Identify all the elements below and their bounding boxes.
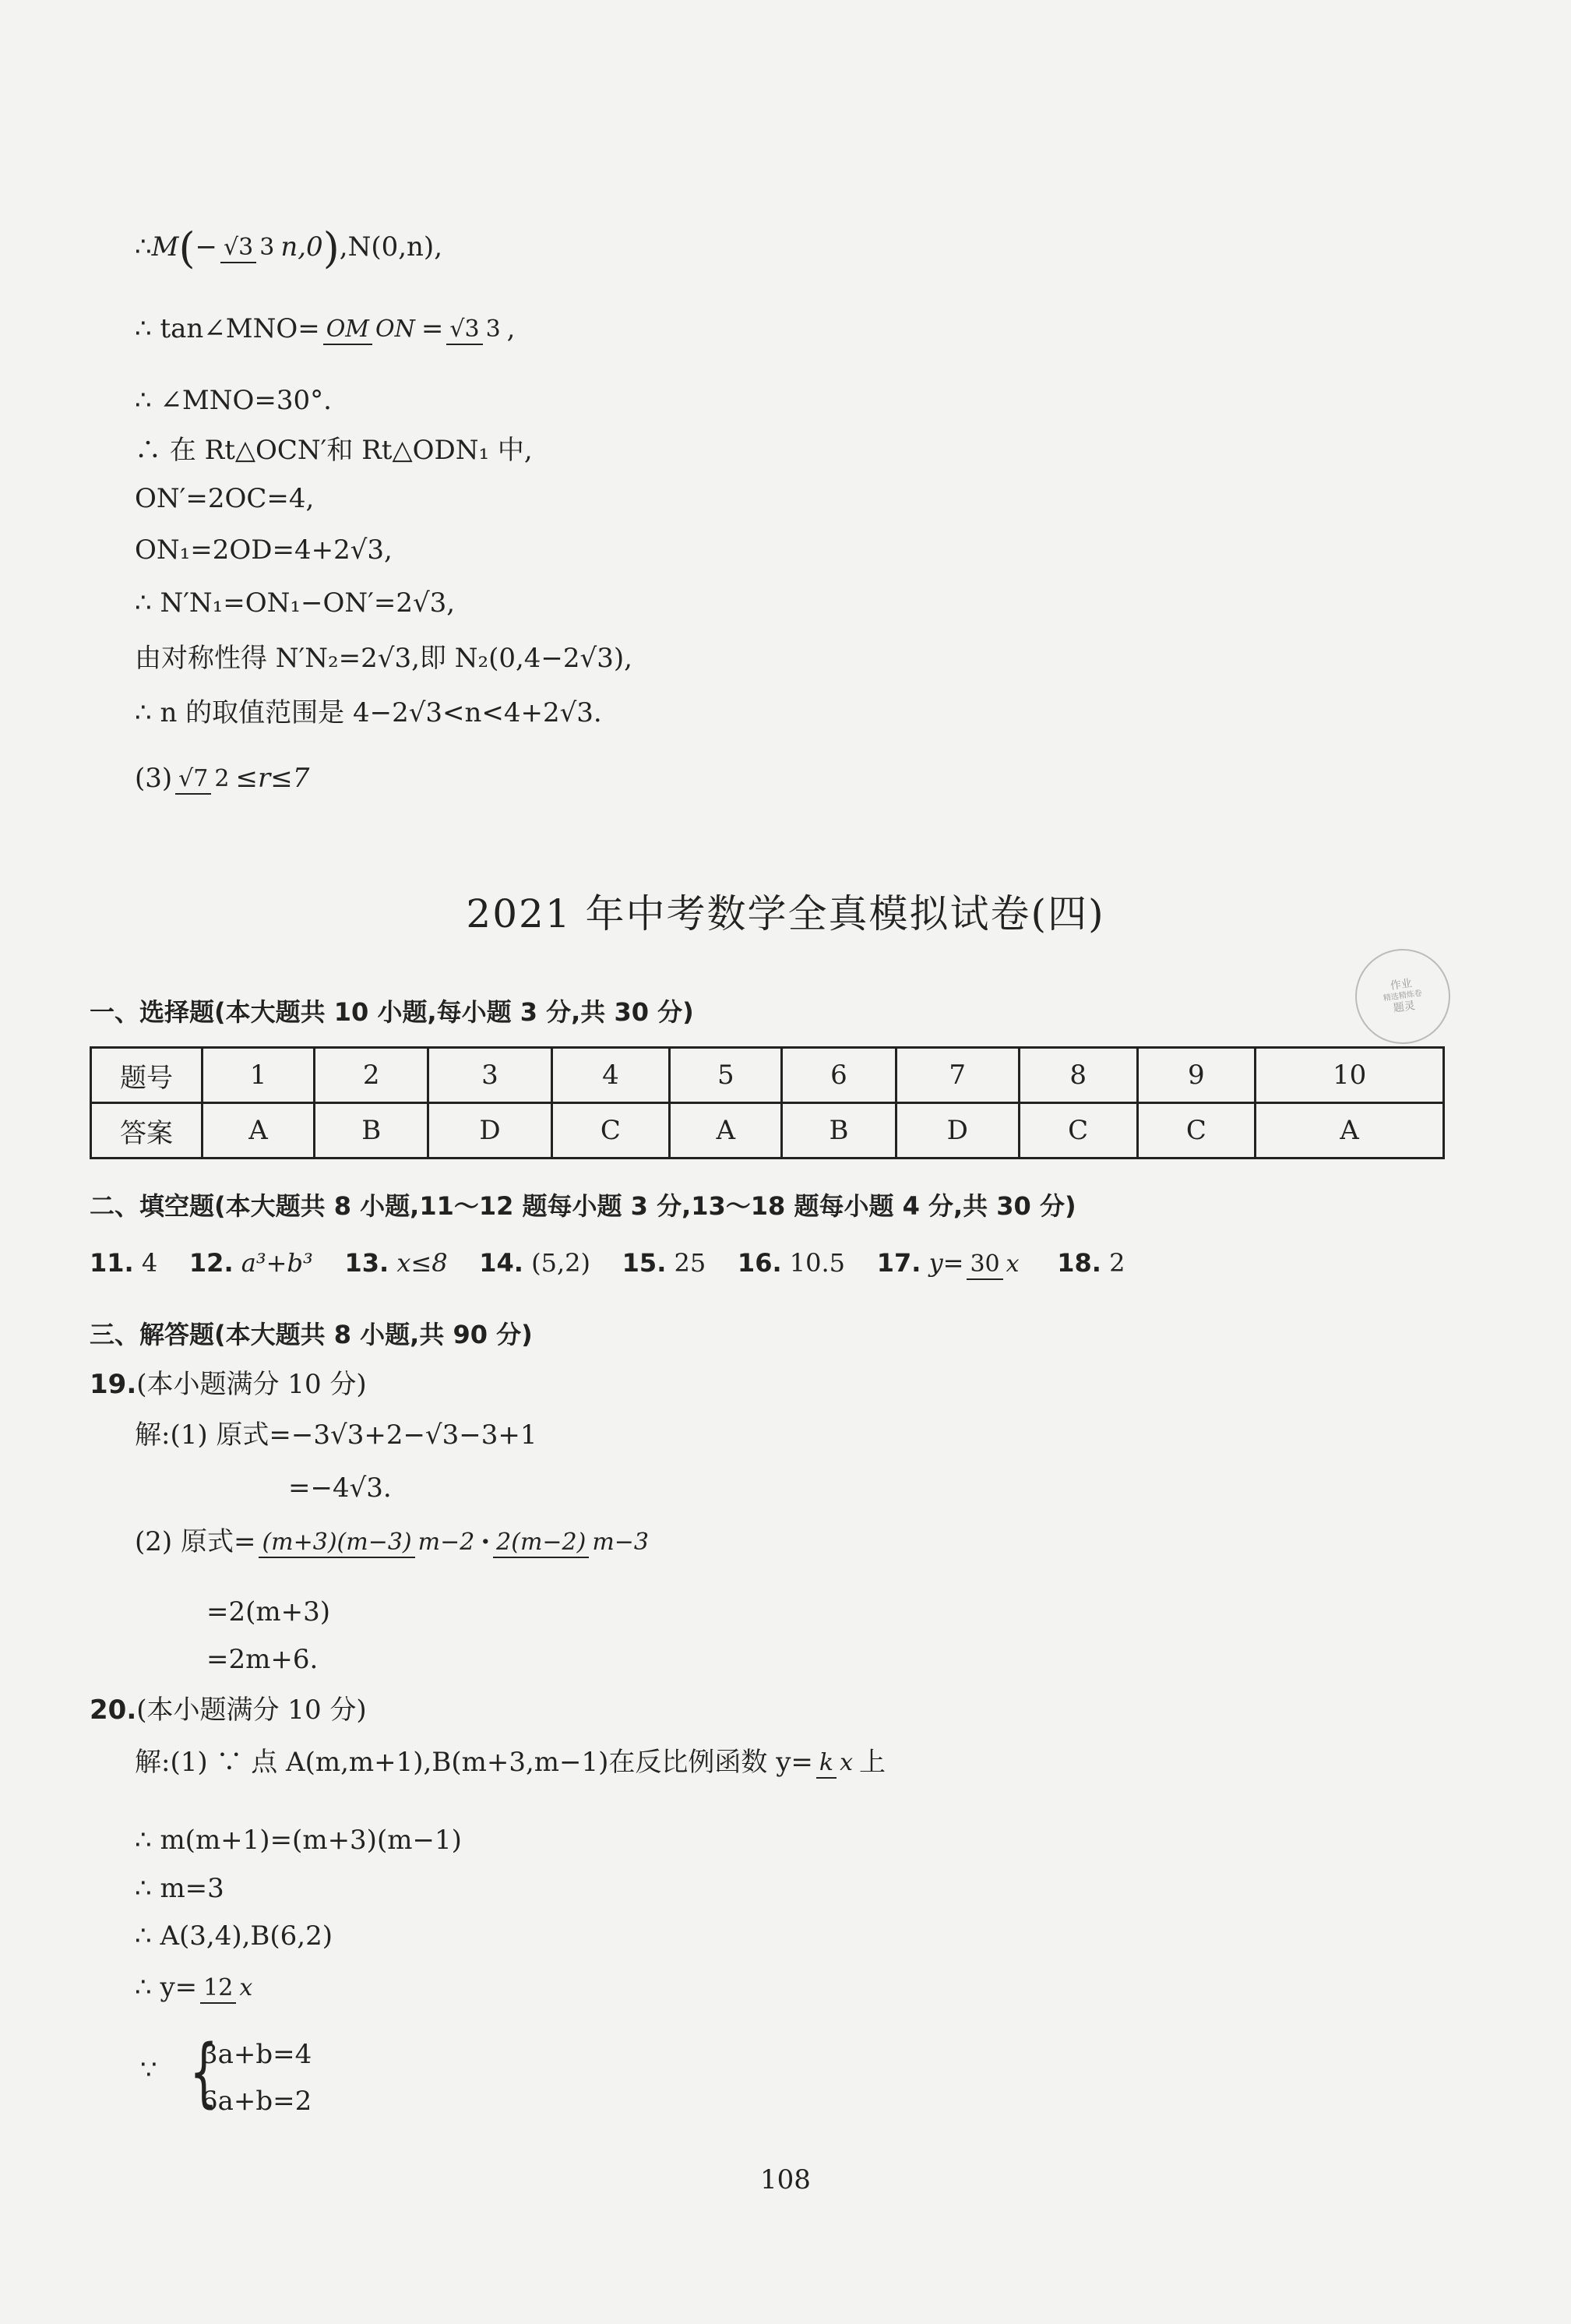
fill-in-answers [90, 1250, 1125, 1280]
q19-number: 19. [90, 1369, 137, 1400]
table-cell: 6 [782, 1048, 896, 1103]
equation-1: 3a+b=4 [201, 2039, 312, 2070]
q20-tail: 上 [859, 1747, 886, 1778]
q19-line-1: 解:(1) 原式=−3√3+2−√3−3+1 [135, 1419, 537, 1451]
table-cell: 题号 [91, 1048, 203, 1103]
fraction-sqrt3-over-3: √3 3 [220, 234, 277, 263]
q17-answer-prefix: y= [928, 1248, 964, 1278]
q12-answer: a³+b³ [241, 1248, 313, 1278]
table-cell: 10 [1256, 1048, 1444, 1103]
equation-2: 6a+b=2 [201, 2086, 312, 2117]
q20-y-prefix: ∴ y= [135, 1972, 198, 2003]
q19-header [90, 1371, 367, 1398]
exam-title: 2021 年中考数学全真模拟试卷(四) [466, 891, 1105, 936]
minus-sign: − [195, 231, 218, 263]
q13-answer: x≤8 [396, 1248, 448, 1278]
solution-line-7: ∴ N′N₁=ON₁−ON′=2√3, [135, 587, 456, 619]
table-cell: 8 [1019, 1048, 1137, 1103]
q20-fraction-12-x: 12 x [200, 1974, 255, 2004]
point-n: ,N(0,n), [339, 231, 442, 263]
system-brace: { [189, 2029, 218, 2116]
q17-fraction: 30 x [967, 1250, 1022, 1280]
section-1-heading: 一、选择题(本大题共 10 小题,每小题 3 分,共 30 分) [90, 997, 694, 1027]
coord-rest: n,0 [280, 231, 323, 263]
q14-label: 14. [479, 1248, 523, 1278]
table-cell: 2 [315, 1048, 428, 1103]
solution-line-10 [135, 765, 309, 795]
solution-line-9: ∴ n 的取值范围是 4−2√3<n<4+2√3. [135, 697, 602, 728]
table-row-answers [91, 1103, 1444, 1158]
q11-answer: 4 [141, 1248, 158, 1278]
q19-part2-prefix: (2) 原式= [135, 1526, 256, 1557]
table-cell: 9 [1137, 1048, 1256, 1103]
therefore-symbol: ∴ [135, 231, 152, 263]
q18-answer: 2 [1109, 1248, 1125, 1278]
section-3-heading: 三、解答题(本大题共 8 小题,共 90 分) [90, 1320, 533, 1349]
fraction-om-on: OM ON [323, 316, 418, 345]
q16-label: 16. [737, 1248, 782, 1278]
q14-answer: (5,2) [531, 1248, 590, 1278]
solution-line-1 [135, 224, 442, 273]
table-cell: C [1137, 1103, 1256, 1158]
solution-line-2 [135, 313, 516, 345]
q20-line-5 [135, 1974, 259, 2004]
q20-header [90, 1695, 367, 1726]
paren-close: ) [322, 224, 340, 273]
paren-open: ( [178, 224, 195, 273]
q15-label: 15. [622, 1248, 667, 1278]
q19-line-5: =2m+6. [206, 1644, 319, 1675]
multiply-dot: · [481, 1526, 491, 1557]
table-cell: 1 [203, 1048, 315, 1103]
table-cell: 5 [670, 1048, 782, 1103]
solution-line-5: ON′=2OC=4, [135, 483, 315, 514]
q20-fraction-k-x: k x [816, 1749, 856, 1779]
page-number: 108 [760, 2164, 811, 2195]
q19-fraction-1: (m+3)(m−3) m−2 [259, 1529, 477, 1558]
q19-line-2: =−4√3. [288, 1472, 392, 1504]
solution-line-8: 由对称性得 N′N₂=2√3,即 N₂(0,4−2√3), [135, 643, 632, 674]
comma: , [506, 313, 516, 344]
fraction-sqrt3-over-3: √3 3 [446, 316, 503, 345]
q12-label: 12. [188, 1248, 234, 1278]
table-cell: D [428, 1103, 551, 1158]
r-range: ≤r≤7 [235, 763, 310, 794]
equals-sign: = [421, 313, 444, 344]
part-3-label: (3) [135, 763, 173, 794]
q19-line-3 [135, 1526, 655, 1558]
because-symbol: ∵ [140, 2054, 157, 2086]
q20-line-4: ∴ A(3,4),B(6,2) [135, 1920, 333, 1952]
q20-line-1 [135, 1749, 886, 1779]
answer-table [90, 1046, 1445, 1159]
section-2-heading: 二、填空题(本大题共 8 小题,11～12 题每小题 3 分,13～18 题每小题 4 分,共 30 分) [90, 1191, 1076, 1221]
table-cell: 7 [896, 1048, 1019, 1103]
table-cell: 答案 [91, 1103, 203, 1158]
q18-label: 18. [1057, 1248, 1101, 1278]
q20-line-2: ∴ m(m+1)=(m+3)(m−1) [135, 1825, 462, 1856]
solution-line-3: ∴ ∠MNO=30°. [135, 385, 332, 416]
solution-line-4: ∴ 在 Rt△OCN′和 Rt△ODN₁ 中, [135, 435, 533, 466]
fraction-sqrt7-over-2: √7 2 [175, 765, 232, 795]
table-cell: B [315, 1103, 428, 1158]
table-cell: C [1019, 1103, 1137, 1158]
tan-expression: ∴ tan∠MNO= [135, 313, 320, 344]
q19-fraction-2: 2(m−2) m−3 [493, 1529, 652, 1558]
table-cell: 3 [428, 1048, 551, 1103]
q17-label: 17. [876, 1248, 921, 1278]
table-cell: D [896, 1103, 1019, 1158]
q19-points: (本小题满分 10 分) [136, 1369, 367, 1400]
table-cell: A [670, 1103, 782, 1158]
q13-label: 13. [344, 1248, 389, 1278]
table-cell: C [551, 1103, 670, 1158]
point-m: M [151, 231, 179, 263]
table-cell: A [203, 1103, 315, 1158]
q15-answer: 25 [674, 1248, 706, 1278]
q20-number: 20. [90, 1695, 137, 1726]
table-cell: 4 [551, 1048, 670, 1103]
q20-points: (本小题满分 10 分) [136, 1695, 367, 1726]
table-row-numbers [91, 1048, 1444, 1103]
q19-line-4: =2(m+3) [206, 1596, 331, 1628]
q20-line-3: ∴ m=3 [135, 1873, 224, 1904]
q20-given: 解:(1) ∵ 点 A(m,m+1),B(m+3,m−1)在反比例函数 y= [135, 1747, 813, 1778]
table-cell: B [782, 1103, 896, 1158]
q16-answer: 10.5 [789, 1248, 846, 1278]
stamp-logo: 作业 精选精炼卷 题灵 [1349, 943, 1457, 1050]
q11-label: 11. [90, 1248, 134, 1278]
solution-line-6: ON₁=2OD=4+2√3, [135, 534, 393, 566]
table-cell: A [1256, 1103, 1444, 1158]
